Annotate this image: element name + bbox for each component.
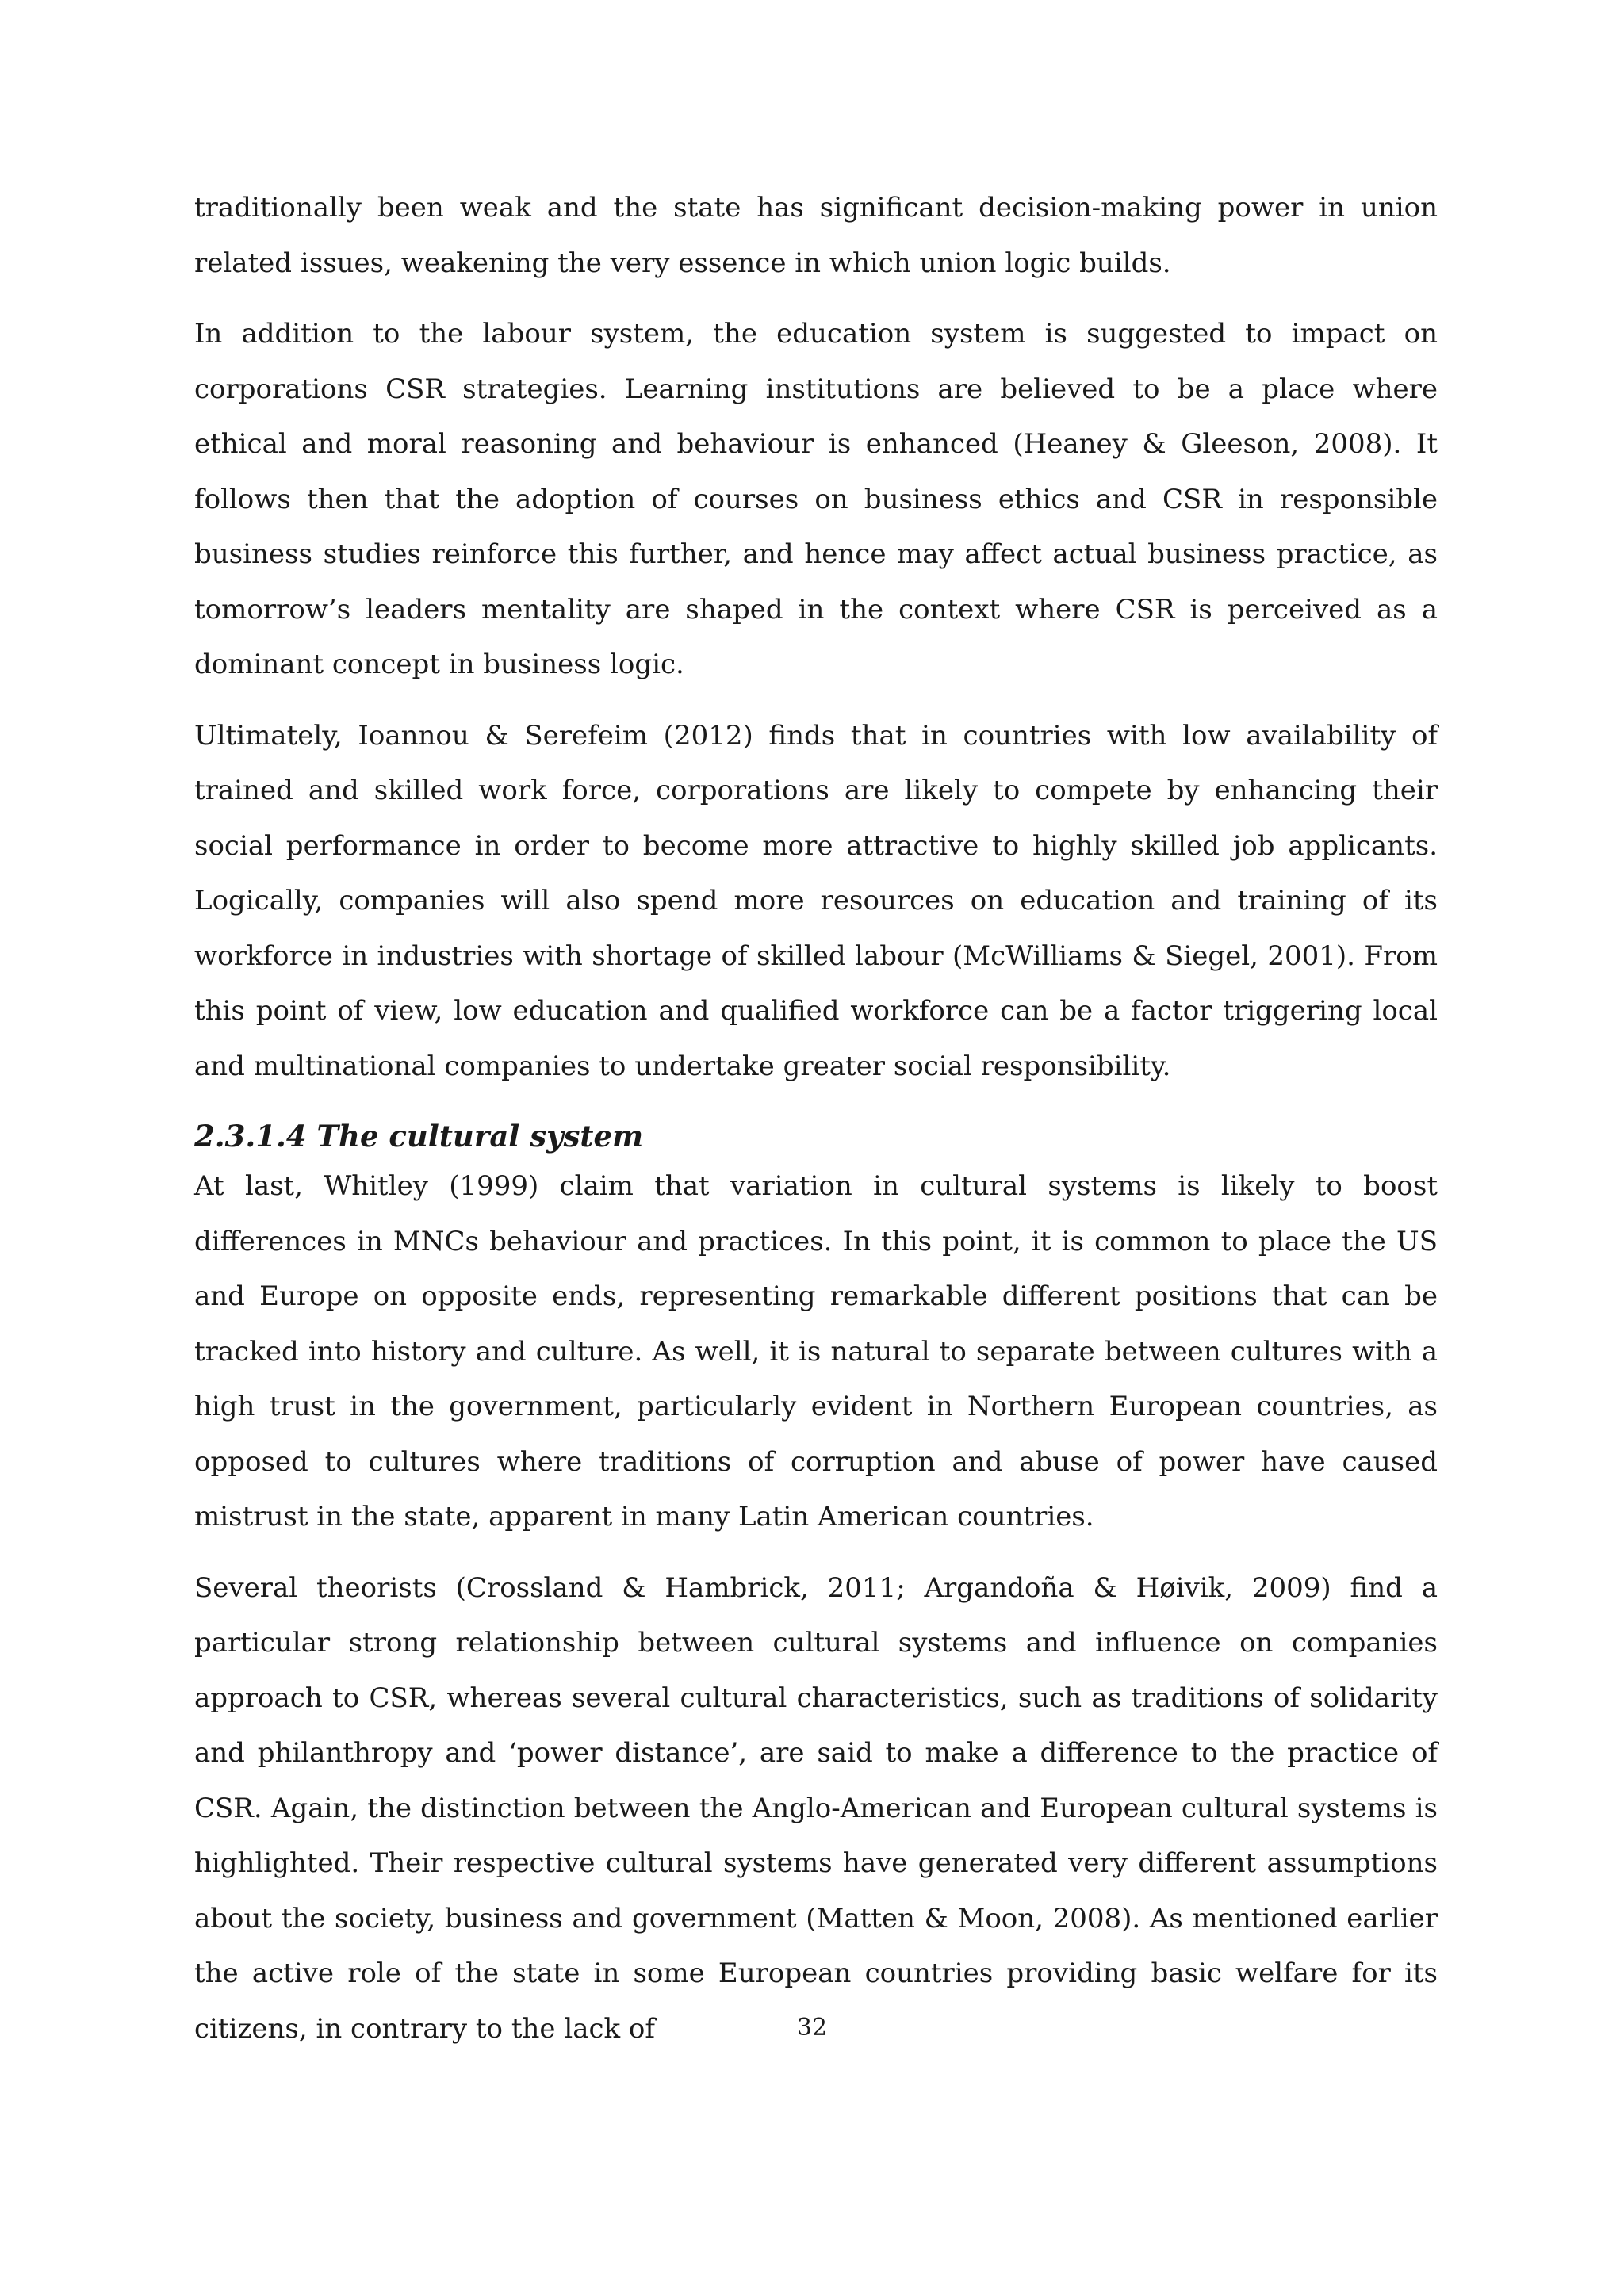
paragraph-cultural-csr-relationship: Several theorists (Crossland & Hambrick, 2011; Argandoña & Høivik, 2009) find a particular strong relationship between cultural systems and influence on companies approach to CSR, whereas several cultural characteristics, such as traditions of solidarity and philanthropy and ‘power distance’, are said to make a difference to the practice of CSR. Again, the distinction between the Anglo-American and European cultural systems is highlighted. Their respective cultural systems have generated very different assumptions about the society, business and government (Matten & Moon, 2008). As mentioned earlier the active role of the state in some European countries providing basic welfare for its citizens, in contrary to the lack of — [194, 1571, 1438, 2045]
body-text — [194, 181, 1438, 2072]
paragraph-skilled-workforce: Ultimately, Ioannou & Serefeim (2012) finds that in countries with low availability of trained and skilled work force, corporations are likely to compete by enhancing their social performance in order to become more attractive to highly skilled job applicants. Logically, companies will also spend more resources on education and training of its workforce in industries with shortage of skilled labour (McWilliams & Siegel, 2001). From this point of view, low education and qualified workforce can be a factor triggering local and multinational companies to undertake greater social responsibility. — [194, 719, 1438, 1082]
page-number: 32 — [796, 2014, 828, 2042]
paragraph-cultural-variation: At last, Whitley (1999) claim that variation in cultural systems is likely to boost differences in MNCs behaviour and practices. In this point, it is common to place the US and Europe on opposite ends, representing remarkable different positions that can be tracked into history and culture. As well, it is natural to separate between cultures with a high trust in the government, particularly evident in Northern European countries, as opposed to cultures where traditions of corruption and abuse of power have caused mistrust in the state, apparent in many Latin American countries. — [194, 1170, 1438, 1533]
paragraph-education-system: In addition to the labour system, the education system is suggested to impact on corporations CSR strategies. Learning institutions are believed to be a place where ethical and moral reasoning and behaviour is enhanced (Heaney & Gleeson, 2008). It follows then that the adoption of courses on business ethics and CSR in responsible business studies reinforce this further, and hence may affect actual business practice, as tomorrow’s leaders mentality are shaped in the context where CSR is perceived as a dominant concept in business logic. — [194, 318, 1438, 680]
paragraph-union-logic: traditionally been weak and the state has significant decision-making power in union related issues, weakening the very essence in which union logic builds. — [194, 192, 1438, 279]
section-heading-cultural-system: 2.3.1.4 The cultural system — [194, 1119, 644, 1154]
